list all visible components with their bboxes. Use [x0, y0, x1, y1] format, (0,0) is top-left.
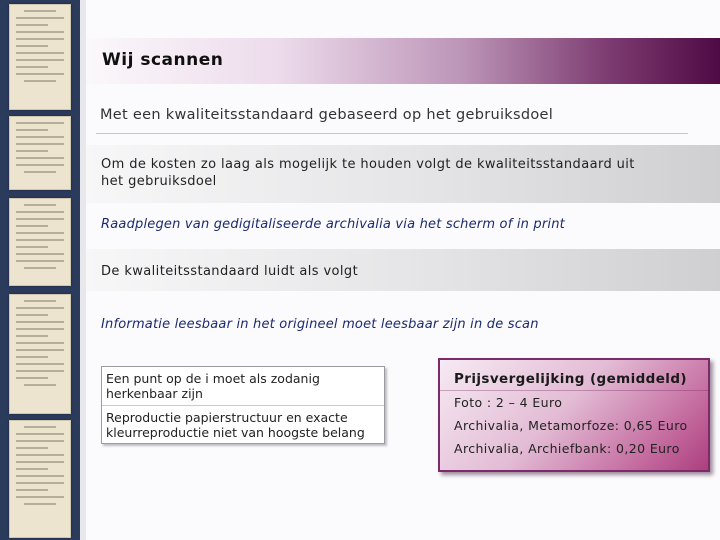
archive-document-thumbnail	[9, 294, 71, 414]
price-item-photo: Foto : 2 – 4 Euro	[454, 395, 563, 410]
archive-document-thumbnail	[9, 116, 71, 190]
quality-criteria-box	[101, 366, 385, 444]
archive-document-thumbnail	[9, 420, 71, 538]
price-comparison-title: Prijsvergelijking (gemiddeld)	[454, 371, 687, 387]
price-item-archiefbank: Archivalia, Archiefbank: 0,20 Euro	[454, 441, 680, 456]
archive-document-thumbnail	[9, 4, 71, 110]
bullet-text-readability: Informatie leesbaar in het origineel moet leesbaar zijn in de scan	[101, 317, 539, 332]
subtitle-divider	[96, 133, 688, 134]
bullet-text-standard: De kwaliteitsstandaard luidt als volgt	[101, 264, 359, 279]
criteria-item: Een punt op de i moet als zodanig herkenbaar zijn	[106, 371, 320, 401]
slide-title: Wij scannen	[102, 50, 224, 70]
price-comparison-box	[438, 358, 710, 472]
price-divider	[440, 390, 708, 391]
bullet-text-cost: Om de kosten zo laag als mogelijk te houden volgt de kwaliteitsstandaard uit het gebruiksdoel	[101, 157, 635, 189]
price-item-metamorfoze: Archivalia, Metamorfoze: 0,65 Euro	[454, 418, 688, 433]
archive-document-thumbnail	[9, 198, 71, 286]
slide-subtitle: Met een kwaliteitsstandaard gebaseerd op het gebruiksdoel	[100, 107, 554, 123]
criteria-item: Reproductie papierstructuur en exacte kleurreproductie niet van hoogste belang	[106, 410, 365, 440]
archive-document-strip	[0, 0, 80, 540]
bullet-text-usage: Raadplegen van gedigitaliseerde archivalia via het scherm of in print	[101, 217, 565, 232]
criteria-divider	[102, 405, 384, 406]
